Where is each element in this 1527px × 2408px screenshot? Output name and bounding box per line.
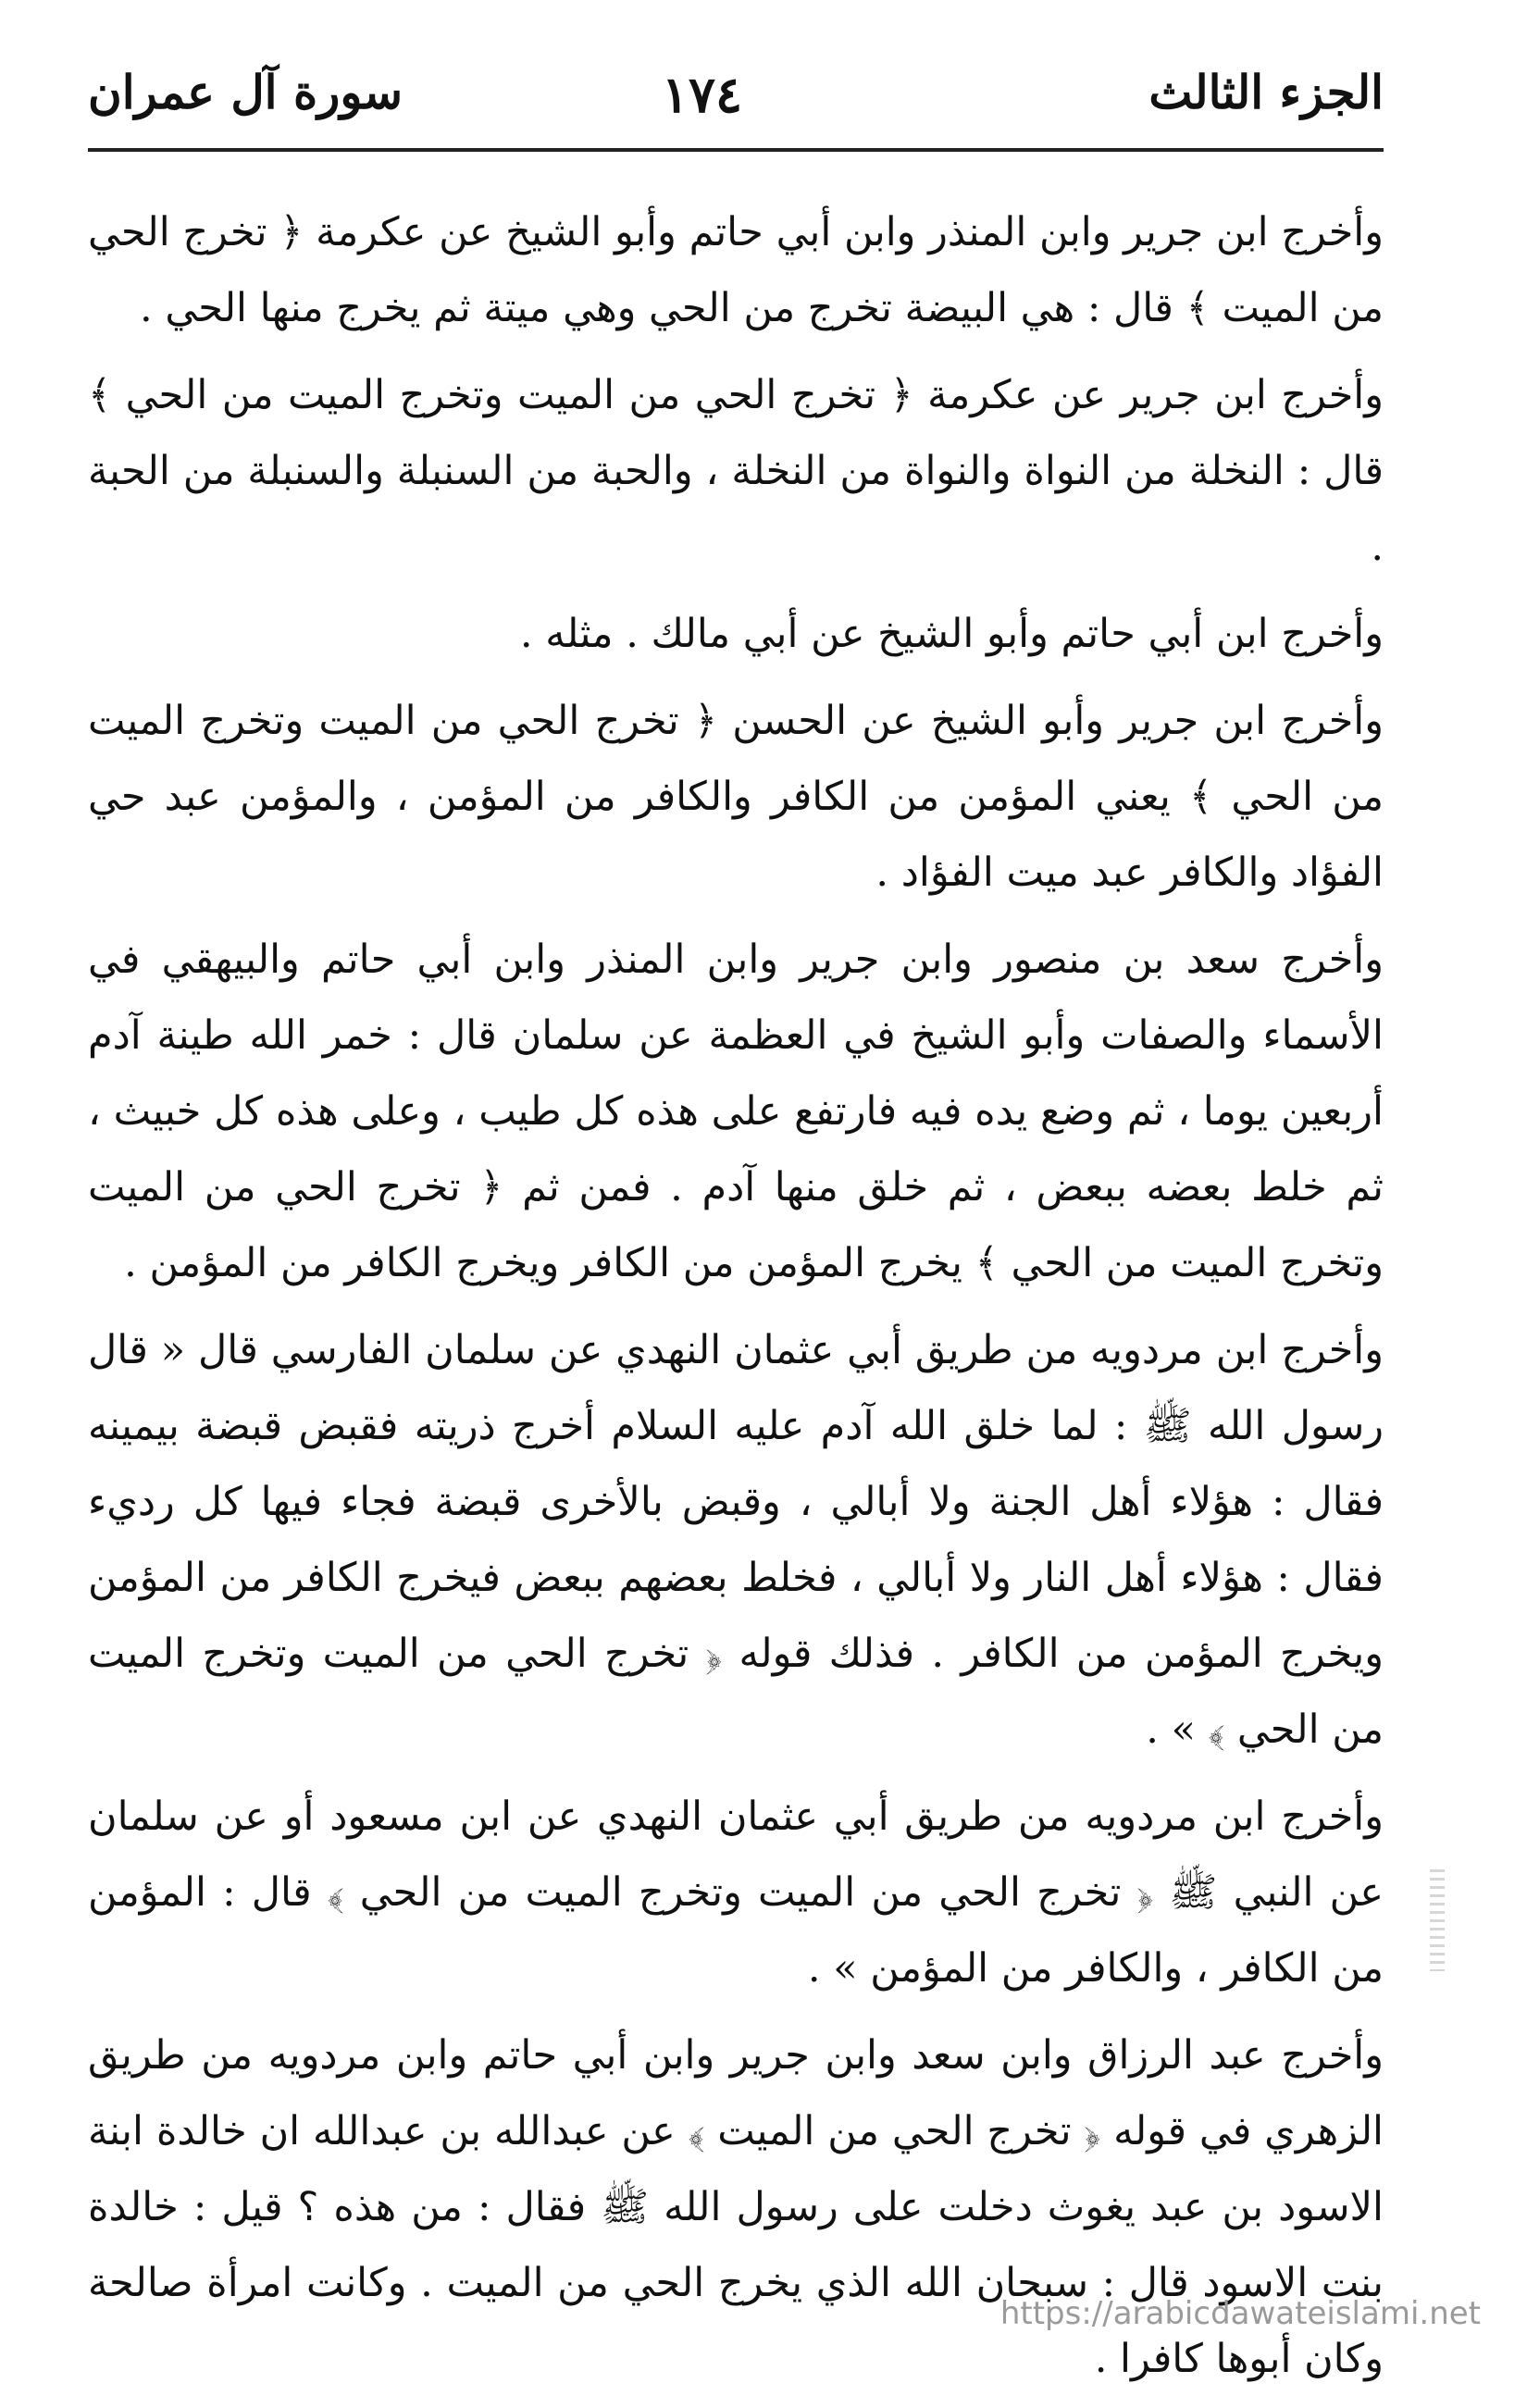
paragraph: وأخرج ابن مردويه من طريق أبي عثمان النهدي عن ابن مسعود أو عن سلمان عن النبي ﷺ ﴿ تخرج الحي من الميت وتخرج الميت من الحي ﴾ قال : المؤمن من الكافر ، والكافر من المؤمن » . [88,1794,1384,1992]
paragraph: وأخرج ابن جرير وابن المنذر وابن أبي حاتم وأبو الشيخ عن عكرمة ﴿ تخرج الحي من الميت ﴾ قال : هي البيضة تخرج من الحي وهي ميتة ثم يخرج منها الحي . [88,209,1384,331]
paragraph: وأخرج عبد الرزاق وابن سعد وابن جرير وابن أبي حاتم وابن مردويه من طريق الزهري في قوله ﴿ تخرج الحي من الميت ﴾ عن عبدالله بن عبدالله ان خالدة ابنة الاسود بن عبد يغوث دخلت على رسول الله ﷺ فقال : من هذه ؟ قيل : خالدة بنت الاسود قال : سبحان الله الذي يخرج الحي من الميت . وكانت امرأة صالحة وكان أبوها كافرا . [88,2032,1384,2382]
header-surah-label: سورة آل عمران [88,65,403,119]
paragraph: وأخرج سعد بن منصور وابن جرير وابن المنذر وابن أبي حاتم والبيهقي في الأسماء والصفات وأبو الشيخ في العظمة عن سلمان قال : خمر الله طينة آدم أربعين يوما ، ثم وضع يده فيه فارتفع على هذه كل طيب ، وعلى هذه كل خبيث ، ثم خلط بعضه ببعض ، ثم خلق منها آدم . فمن ثم ﴿ تخرج الحي من الميت وتخرج الميت من الحي ﴾ يخرج المؤمن من الكافر ويخرج الكافر من المؤمن . [88,937,1384,1286]
paragraph: وأخرج ابن مردويه من طريق أبي عثمان النهدي عن سلمان الفارسي قال « قال رسول الله ﷺ : لما خلق الله آدم عليه السلام أخرج ذريته فقبض قبضة بيمينه فقال : هؤلاء أهل الجنة ولا أبالي ، وقبض بالأخرى قبضة فجاء فيها كل رديء فقال : هؤلاء أهل النار ولا أبالي ، فخلط بعضهم ببعض فيخرج الكافر من المؤمن ويخرج المؤمن من الكافر . فذلك قوله ﴿ تخرج الحي من الميت وتخرج الميت من الحي ﴾ » . [88,1327,1384,1753]
paragraph: وأخرج ابن جرير عن عكرمة ﴿ تخرج الحي من الميت وتخرج الميت من الحي ﴾ قال : النخلة من النواة والنواة من النخلة ، والحبة من السنبلة والسنبلة من الحبة . [88,372,1384,570]
watermark-url: https://arabicdawateislami.net [999,2295,1481,2332]
scan-speckle [1430,1869,1445,1971]
paragraph: وأخرج ابن أبي حاتم وأبو الشيخ عن أبي مالك . مثله . [519,611,1384,657]
page-body [88,194,1384,2408]
page-header [88,56,1384,148]
header-divider [88,148,1384,152]
page-number: ١٧٤ [662,65,743,124]
header-part-label: الجزء الثالث [1148,65,1384,119]
paragraph: وأخرج ابن جرير وأبو الشيخ عن الحسن ﴿ تخرج الحي من الميت وتخرج الميت من الحي ﴾ يعني المؤمن من الكافر والكافر من المؤمن ، والمؤمن عبد حي الفؤاد والكافر عبد ميت الفؤاد . [88,698,1384,896]
